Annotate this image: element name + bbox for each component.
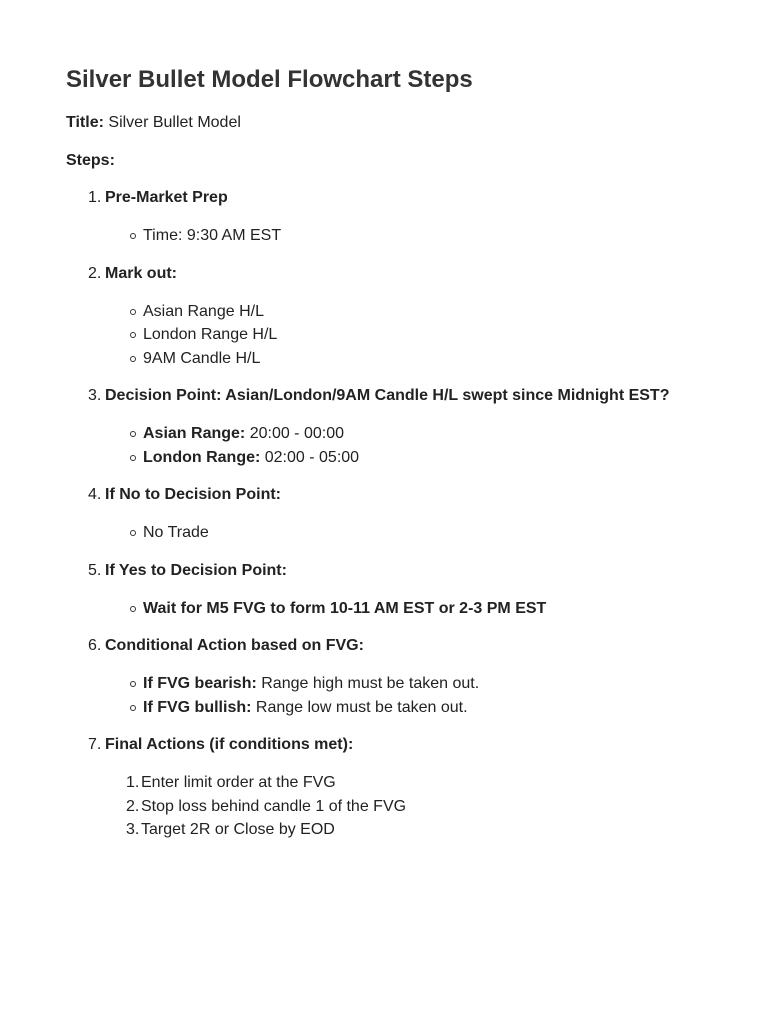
step-7 — [66, 733, 702, 842]
item-number: 2. — [126, 797, 140, 815]
item-number: 3. — [126, 821, 140, 838]
step-title: If No to Decision Point: — [105, 486, 281, 503]
item-text: 20:00 - 00:00 — [245, 425, 344, 442]
step-number: 2. — [88, 264, 102, 282]
list-item — [128, 300, 702, 324]
circle-bullet-icon — [128, 521, 143, 545]
circle-bullet-icon — [128, 446, 143, 470]
step-number: 7. — [88, 736, 102, 753]
steps-list — [66, 186, 702, 842]
item-text: 02:00 - 05:00 — [260, 448, 360, 466]
item-text: Target 2R or Close by EOD — [141, 821, 335, 838]
step-number: 1. — [88, 189, 102, 206]
item-number: 1. — [126, 774, 140, 791]
item-bold-label: Asian Range: — [143, 425, 246, 442]
step-sublist — [66, 224, 702, 248]
item-text: Enter limit order at the FVG — [141, 774, 336, 791]
item-bold-label: If FVG bullish: — [143, 698, 252, 716]
list-item — [128, 422, 702, 446]
step-4 — [66, 483, 702, 545]
list-item — [128, 323, 702, 347]
step-sublist — [66, 597, 702, 621]
step-title: If Yes to Decision Point: — [105, 561, 287, 579]
item-bold-label: London Range: — [143, 448, 261, 466]
steps-label: Steps: — [66, 152, 115, 169]
item-text: 9AM Candle H/L — [143, 349, 261, 367]
step-title: Mark out: — [105, 264, 177, 282]
circle-bullet-icon — [128, 224, 143, 248]
item-text: Range high must be taken out. — [256, 675, 480, 692]
title-line — [66, 112, 702, 134]
step-title: Final Actions (if conditions met): — [105, 736, 354, 753]
list-item — [128, 224, 702, 248]
step-sublist — [66, 422, 702, 469]
item-text: Time: 9:30 AM EST — [143, 227, 282, 244]
title-value: Silver Bullet Model — [108, 114, 241, 131]
item-text: No Trade — [143, 524, 209, 541]
list-item — [128, 818, 702, 842]
circle-bullet-icon — [128, 597, 143, 621]
step-sublist — [66, 672, 702, 719]
list-item — [128, 521, 702, 545]
step-5 — [66, 559, 702, 621]
page-title: Silver Bullet Model Flowchart Steps — [66, 66, 473, 93]
step-number: 5. — [88, 561, 102, 579]
item-text: Range low must be taken out. — [251, 698, 468, 716]
circle-bullet-icon — [128, 300, 143, 324]
step-number: 4. — [88, 486, 102, 503]
step-numbered-sublist — [66, 771, 702, 842]
step-title: Conditional Action based on FVG: — [105, 637, 364, 654]
step-6 — [66, 634, 702, 719]
list-item — [128, 771, 702, 795]
circle-bullet-icon — [128, 347, 143, 371]
title-label: Title: — [66, 114, 104, 131]
item-text: Asian Range H/L — [143, 302, 264, 320]
item-bold-label: Wait for M5 FVG to form 10-11 AM EST or 2-3 PM EST — [143, 599, 547, 617]
list-item — [128, 597, 702, 621]
step-title: Decision Point: Asian/London/9AM Candle H/L swept since Midnight EST? — [105, 387, 670, 404]
step-2 — [66, 262, 702, 371]
step-number: 6. — [88, 637, 102, 654]
item-bold-label: If FVG bearish: — [143, 675, 257, 692]
circle-bullet-icon — [128, 422, 143, 446]
step-title: Pre-Market Prep — [105, 189, 228, 206]
circle-bullet-icon — [128, 672, 143, 696]
circle-bullet-icon — [128, 323, 143, 347]
list-item — [128, 696, 702, 720]
step-number: 3. — [88, 387, 102, 404]
list-item — [128, 795, 702, 819]
item-text: London Range H/L — [143, 326, 278, 343]
list-item — [128, 672, 702, 696]
step-3 — [66, 384, 702, 469]
circle-bullet-icon — [128, 696, 143, 720]
step-1 — [66, 186, 702, 248]
list-item — [128, 446, 702, 470]
item-text: Stop loss behind candle 1 of the FVG — [141, 797, 407, 815]
list-item — [128, 347, 702, 371]
step-sublist — [66, 300, 702, 371]
steps-heading — [66, 150, 702, 172]
step-sublist — [66, 521, 702, 545]
